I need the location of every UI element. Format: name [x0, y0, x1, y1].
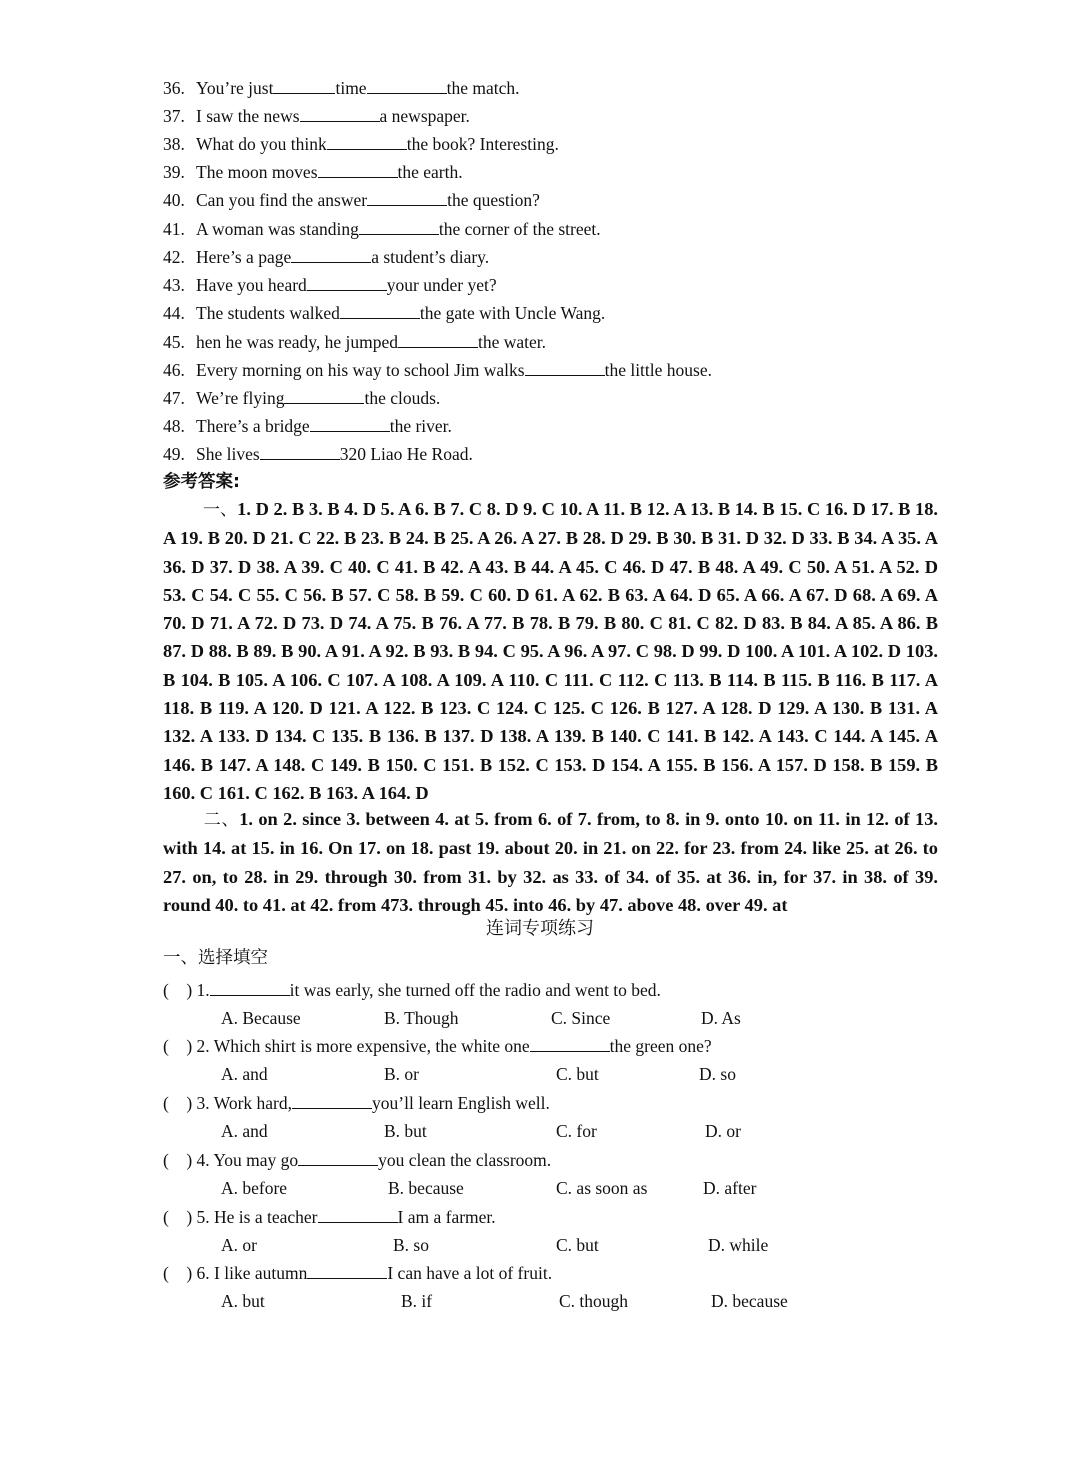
answer-blank[interactable] [260, 443, 340, 460]
answer-option[interactable]: A. and [221, 1121, 268, 1141]
section-title: 连词专项练习 [486, 918, 594, 939]
answer-blank[interactable] [292, 1092, 372, 1109]
question-text-before: Work hard, [209, 1093, 293, 1113]
exercise-line [163, 160, 463, 184]
exercise-text-before: Here’s a page [196, 247, 292, 267]
exercise-text-before: You’re just [196, 78, 274, 98]
answer-blank[interactable] [318, 161, 398, 178]
question-text-after: you’ll learn English well. [372, 1093, 550, 1113]
exercise-number: 38. [163, 134, 185, 154]
question-text-after: the green one? [609, 1036, 712, 1056]
answer-option[interactable]: A. Because [221, 1008, 301, 1028]
answer-blank[interactable] [300, 105, 380, 122]
exercise-line [163, 245, 489, 269]
exercise-text-before: The students walked [196, 303, 340, 323]
question-text-after: I can have a lot of fruit. [387, 1263, 553, 1283]
question-number: ( ) 5. [163, 1207, 210, 1227]
exercise-text-after: the river. [389, 416, 452, 436]
answer-blank[interactable] [307, 1262, 387, 1279]
exercise-number: 44. [163, 303, 185, 323]
exercise-text-before: hen he was ready, he jumped [196, 332, 398, 352]
exercise-text-after: the book? Interesting. [406, 134, 559, 154]
exercise-number: 37. [163, 106, 185, 126]
exercise-text-after: the question? [447, 190, 540, 210]
exercise-number: 49. [163, 444, 185, 464]
question-line [163, 1148, 551, 1172]
answer-blank[interactable] [210, 979, 290, 996]
question-line [163, 1205, 496, 1229]
answer-blank[interactable] [298, 1149, 378, 1166]
exercise-text-after: a newspaper. [379, 106, 470, 126]
question-line [163, 1034, 712, 1058]
answer-option[interactable]: B. if [401, 1291, 433, 1311]
answers-part-2 [163, 805, 938, 919]
answer-option[interactable]: B. because [388, 1178, 464, 1198]
exercise-number: 45. [163, 332, 185, 352]
exercise-line [163, 386, 440, 410]
question-number: ( ) 2. [163, 1036, 210, 1056]
question-text-before: Which shirt is more expensive, the white one [209, 1036, 530, 1056]
question-text-before: He is a teacher [209, 1207, 318, 1227]
exercise-number: 42. [163, 247, 185, 267]
answer-blank[interactable] [273, 77, 335, 94]
exercise-text-before: Can you find the answer [196, 190, 368, 210]
answer-blank[interactable] [327, 133, 407, 150]
exercise-line [163, 132, 559, 156]
answer-option[interactable]: A. but [221, 1291, 265, 1311]
answers-part-1 [163, 495, 938, 807]
answer-option[interactable]: C. as soon as [556, 1178, 648, 1198]
answer-heading: 参考答案: [163, 472, 240, 492]
answer-option[interactable]: B. or [384, 1064, 419, 1084]
exercise-line [163, 330, 546, 354]
answer-option[interactable]: C. but [556, 1235, 599, 1255]
question-number: ( ) 6. [163, 1263, 210, 1283]
exercise-text-before: We’re flying [196, 388, 285, 408]
answer-blank[interactable] [367, 189, 447, 206]
exercise-text-after: 320 Liao He Road. [339, 444, 473, 464]
answer-option[interactable]: D. while [708, 1235, 769, 1255]
answer-option[interactable]: D. so [699, 1064, 736, 1084]
answer-option[interactable]: A. or [221, 1235, 257, 1255]
answer-blank[interactable] [310, 415, 390, 432]
answers-part-2-text: 1. on 2. since 3. between 4. at 5. from 6. of 7. from, to 8. in 9. onto 10. on 11. in 12. of 13. with 14. at 15. in 16. On 17. on 18. past 19. about 20. in 21. on 22. for 23. from 24. like 25. at 26. to 27. on, to 28. in 29. through 30. from 31. by 32. as 33. of 34. of 35. at 36. in, for 37. in 38. of 39. round 40. to 41. at 42. from 473. through 45. into 46. by 47. above 48. over 49. at [163, 809, 939, 915]
exercise-text-after: the little house. [604, 360, 712, 380]
exercise-number: 39. [163, 162, 185, 182]
exercise-text-before: What do you think [196, 134, 327, 154]
answer-blank[interactable] [291, 246, 371, 263]
exercise-text-before: She lives [196, 444, 260, 464]
answer-option[interactable]: B. Though [384, 1008, 459, 1028]
answer-blank[interactable] [530, 1035, 610, 1052]
answer-option[interactable]: C. Since [551, 1008, 611, 1028]
question-number: ( ) 1. [163, 980, 210, 1000]
exercise-number: 43. [163, 275, 185, 295]
exercise-text-after: a student’s diary. [371, 247, 490, 267]
question-line [163, 1091, 550, 1115]
exercise-text-after: the water. [478, 332, 547, 352]
question-number: ( ) 4. [163, 1150, 210, 1170]
exercise-text-before: Have you heard [196, 275, 307, 295]
answer-blank[interactable] [359, 218, 439, 235]
question-line [163, 1261, 552, 1285]
answer-blank[interactable] [307, 274, 387, 291]
answer-option[interactable]: B. but [384, 1121, 427, 1141]
question-text-after: you clean the classroom. [378, 1150, 552, 1170]
exercise-text-after: your under yet? [386, 275, 497, 295]
exercise-number: 46. [163, 360, 185, 380]
answer-option[interactable]: B. so [393, 1235, 429, 1255]
exercise-number: 40. [163, 190, 185, 210]
answer-blank[interactable] [525, 359, 605, 376]
section-1-heading: 一、选择填空 [163, 948, 268, 968]
exercise-text-after: the gate with Uncle Wang. [419, 303, 606, 323]
exercise-text-before: The moon moves [196, 162, 318, 182]
exercise-line [163, 76, 519, 100]
answer-blank[interactable] [398, 331, 478, 348]
exercise-text-after: the clouds. [364, 388, 441, 408]
answer-option[interactable]: A. and [221, 1064, 268, 1084]
answers-part-1-text: 1. D 2. B 3. B 4. D 5. A 6. B 7. C 8. D 9. C 10. A 11. B 12. A 13. B 14. B 15. C 16. D 17. B 18. A 19. B 20. D 21. C 22. B 23. B 24. B 25. A 26. A 27. B 28. D 29. B 30. B 31. D 32. D 33. B 34. A 35. A 36. D 37. D 38. A 39. C 40. C 41. B 42. A 43. B 44. A 45. C 46. D 47. B 48. A 49. C 50. A 51. A 52. D 53. C 54. C 55. C 56. B 57. C 58. B 59. C 60. D 61. A 62. B 63. A 64. D 65. A 66. A 67. D 68. A 69. A 70. D 71. A 72. D 73. D 74. A 75. B 76. A 77. B 78. B 79. B 80. C 81. C 82. D 83. B 84. A 85. A 86. B 87. D 88. B 89. B 90. A 91. A 92. B 93. B 94. C 95. A 96. A 97. C 98. D 99. D 100. A 101. A 102. D 103. B 104. B 105. A 106. C 107. A 108. A 109. A 110. C 111. C 112. C 113. B 114. B 115. B 116. B 117. A 118. B 119. A 120. D 121. A 122. B 123. C 124. C 125. C 126. B 127. A 128. D 129. A 130. B 131. A 132. A 133. D 134. C 135. B 136. B 137. D 138. A 139. B 140. C 141. B 142. A 143. C 144. A 145. A 146. B 147. A 148. C 149. B 150. C 151. B 152. C 153. D 154. A 155. B 156. A 157. D 158. B 159. B 160. C 161. C 162. B 163. A 164. D [163, 499, 939, 803]
answer-option[interactable]: C. but [556, 1064, 599, 1084]
answer-blank[interactable] [318, 1206, 398, 1223]
answer-option[interactable]: C. for [556, 1121, 597, 1141]
answer-option[interactable]: D. As [701, 1008, 741, 1028]
answer-blank[interactable] [340, 302, 420, 319]
question-text-after: I am a farmer. [397, 1207, 496, 1227]
answers-part-1-label: 一、 [203, 500, 238, 520]
exercise-text-after: the corner of the street. [438, 219, 601, 239]
answer-blank[interactable] [284, 387, 364, 404]
answer-option[interactable]: C. though [559, 1291, 629, 1311]
answer-option[interactable]: A. before [221, 1178, 288, 1198]
exercise-line [163, 188, 540, 212]
exercise-text-after: the earth. [397, 162, 463, 182]
exercise-number: 41. [163, 219, 185, 239]
exercise-number: 47. [163, 388, 185, 408]
question-number: ( ) 3. [163, 1093, 210, 1113]
question-text-before: I like autumn [209, 1263, 308, 1283]
answer-option[interactable]: D. after [703, 1178, 757, 1198]
exercise-text-before: I saw the news [196, 106, 300, 126]
question-text-before: You may go [209, 1150, 299, 1170]
exercise-line [163, 217, 601, 241]
exercise-line [163, 301, 605, 325]
exercise-text-before: A woman was standing [196, 219, 359, 239]
exercise-line [163, 414, 452, 438]
exercise-line [163, 104, 470, 128]
exercise-line [163, 358, 712, 382]
exercise-number: 48. [163, 416, 185, 436]
exercise-line [163, 442, 473, 466]
exercise-text-before: Every morning on his way to school Jim walks [196, 360, 525, 380]
exercise-number: 36. [163, 78, 185, 98]
exercise-text-middle: time [335, 78, 367, 98]
exercise-text-after: the match. [446, 78, 520, 98]
answers-part-2-label: 二、 [203, 810, 240, 830]
answer-blank[interactable] [367, 77, 447, 94]
exercise-text-before: There’s a bridge [196, 416, 310, 436]
question-line [163, 978, 661, 1002]
exercise-line [163, 273, 497, 297]
answer-option[interactable]: D. because [711, 1291, 788, 1311]
question-text-after: it was early, she turned off the radio and went to bed. [289, 980, 661, 1000]
answer-option[interactable]: D. or [705, 1121, 741, 1141]
